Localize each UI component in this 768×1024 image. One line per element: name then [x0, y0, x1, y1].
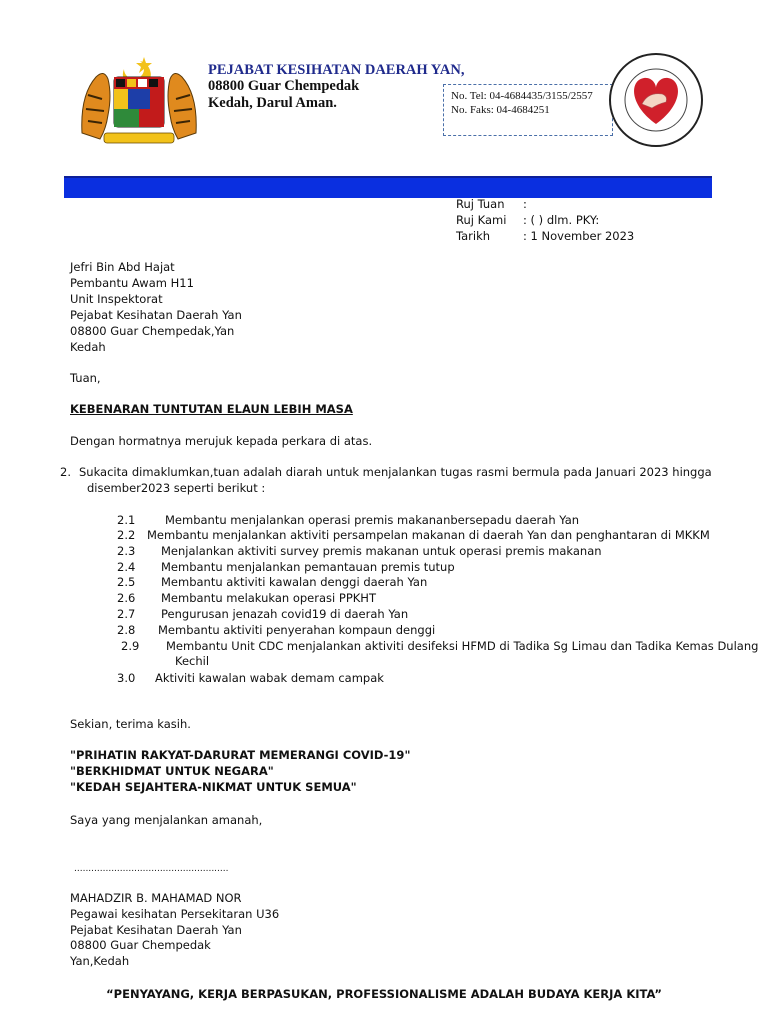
task-number: 2.6	[117, 591, 136, 605]
fax-number: No. Faks: 04-4684251	[451, 104, 550, 116]
recipient-state: Kedah	[70, 340, 106, 354]
signatory-position: Pegawai kesihatan Persekitaran U36	[70, 907, 280, 921]
task-number: 2.7	[117, 607, 136, 621]
task-text-continued: Kechil	[175, 654, 210, 668]
task-text: Membantu menjalankan pemantauan premis tutup	[161, 560, 455, 574]
signatory-office: Pejabat Kesihatan Daerah Yan	[70, 923, 242, 937]
opening-paragraph: Dengan hormatnya merujuk kepada perkara di atas.	[70, 434, 373, 448]
closing-text: Sekian, terima kasih.	[70, 717, 191, 731]
paragraph-number: 2.	[60, 465, 71, 479]
signature-line: ......................................................	[74, 864, 229, 874]
ref-ruj-kami-value: : ( ) dlm. PKY:	[523, 213, 600, 227]
paragraph-2-line1: Sukacita dimaklumkan,tuan adalah diarah untuk menjalankan tugas rasmi bermula pada Januari 2023 hingga	[79, 465, 712, 479]
recipient-position: Pembantu Awam H11	[70, 276, 194, 290]
kkm-logo	[608, 46, 704, 150]
recipient-unit: Unit Inspektorat	[70, 292, 163, 306]
task-text: Pengurusan jenazah covid19 di daerah Yan	[161, 607, 409, 621]
malaysia-coat-of-arms-logo	[78, 55, 200, 147]
signatory-name: MAHADZIR B. MAHAMAD NOR	[70, 891, 242, 905]
office-address-line1: 08800 Guar Chempedak	[208, 78, 360, 94]
header-divider-bar	[64, 176, 712, 198]
footer-motto: “PENYAYANG, KERJA BERPASUKAN, PROFESSIONALISME ADALAH BUDAYA KERJA KITA”	[106, 987, 662, 1001]
slogan-2: "BERKHIDMAT UNTUK NEGARA"	[70, 764, 274, 778]
office-address-line2: Kedah, Darul Aman.	[208, 95, 337, 111]
task-text: Membantu aktiviti kawalan denggi daerah Yan	[161, 575, 428, 589]
task-number: 2.3	[117, 544, 136, 558]
task-number: 2.5	[117, 575, 136, 589]
phone-number: No. Tel: 04-4684435/3155/2557	[451, 90, 593, 102]
salutation: Tuan,	[70, 371, 101, 385]
recipient-office: Pejabat Kesihatan Daerah Yan	[70, 308, 242, 322]
slogan-1: "PRIHATIN RAKYAT-DARURAT MEMERANGI COVID-19"	[70, 748, 411, 762]
office-name: PEJABAT KESIHATAN DAERAH YAN,	[208, 62, 465, 78]
task-number: 2.1	[117, 513, 136, 527]
task-text: Membantu aktiviti penyerahan kompaun denggi	[158, 623, 436, 637]
task-text: Membantu menjalankan aktiviti persampelan makanan di daerah Yan dan penghantaran di MKKM	[147, 528, 710, 542]
ref-ruj-kami-label: Ruj Kami	[456, 213, 507, 227]
task-number: 2.2	[117, 528, 136, 542]
letter-subject: KEBENARAN TUNTUTAN ELAUN LEBIH MASA	[70, 402, 353, 416]
ref-ruj-tuan-value: :	[523, 197, 527, 211]
ref-tarikh-label: Tarikh	[456, 229, 491, 243]
task-text: Membantu menjalankan operasi premis makananbersepadu daerah Yan	[165, 513, 580, 527]
signatory-state: Yan,Kedah	[70, 954, 130, 968]
task-text: Membantu Unit CDC menjalankan aktiviti desifeksi HFMD di Tadika Sg Limau dan Tadika Kemas Dulang	[166, 639, 759, 653]
paragraph-2-line2: disember2023 seperti berikut :	[87, 481, 266, 495]
recipient-name: Jefri Bin Abd Hajat	[70, 260, 175, 274]
signatory-address: 08800 Guar Chempedak	[70, 938, 211, 952]
ref-ruj-tuan-label: Ruj Tuan	[456, 197, 505, 211]
amanah-text: Saya yang menjalankan amanah,	[70, 813, 263, 827]
slogan-3: "KEDAH SEJAHTERA-NIKMAT UNTUK SEMUA"	[70, 780, 357, 794]
task-number: 2.9	[121, 639, 140, 653]
ref-tarikh-value: : 1 November 2023	[523, 229, 635, 243]
task-text: Menjalankan aktiviti survey premis makanan untuk operasi premis makanan	[161, 544, 602, 558]
task-number: 3.0	[117, 671, 136, 685]
recipient-address: 08800 Guar Chempedak,Yan	[70, 324, 235, 338]
task-text: Aktiviti kawalan wabak demam campak	[155, 671, 384, 685]
task-number: 2.8	[117, 623, 136, 637]
task-text: Membantu melakukan operasi PPKHT	[161, 591, 376, 605]
task-number: 2.4	[117, 560, 136, 574]
contact-box	[443, 84, 613, 136]
